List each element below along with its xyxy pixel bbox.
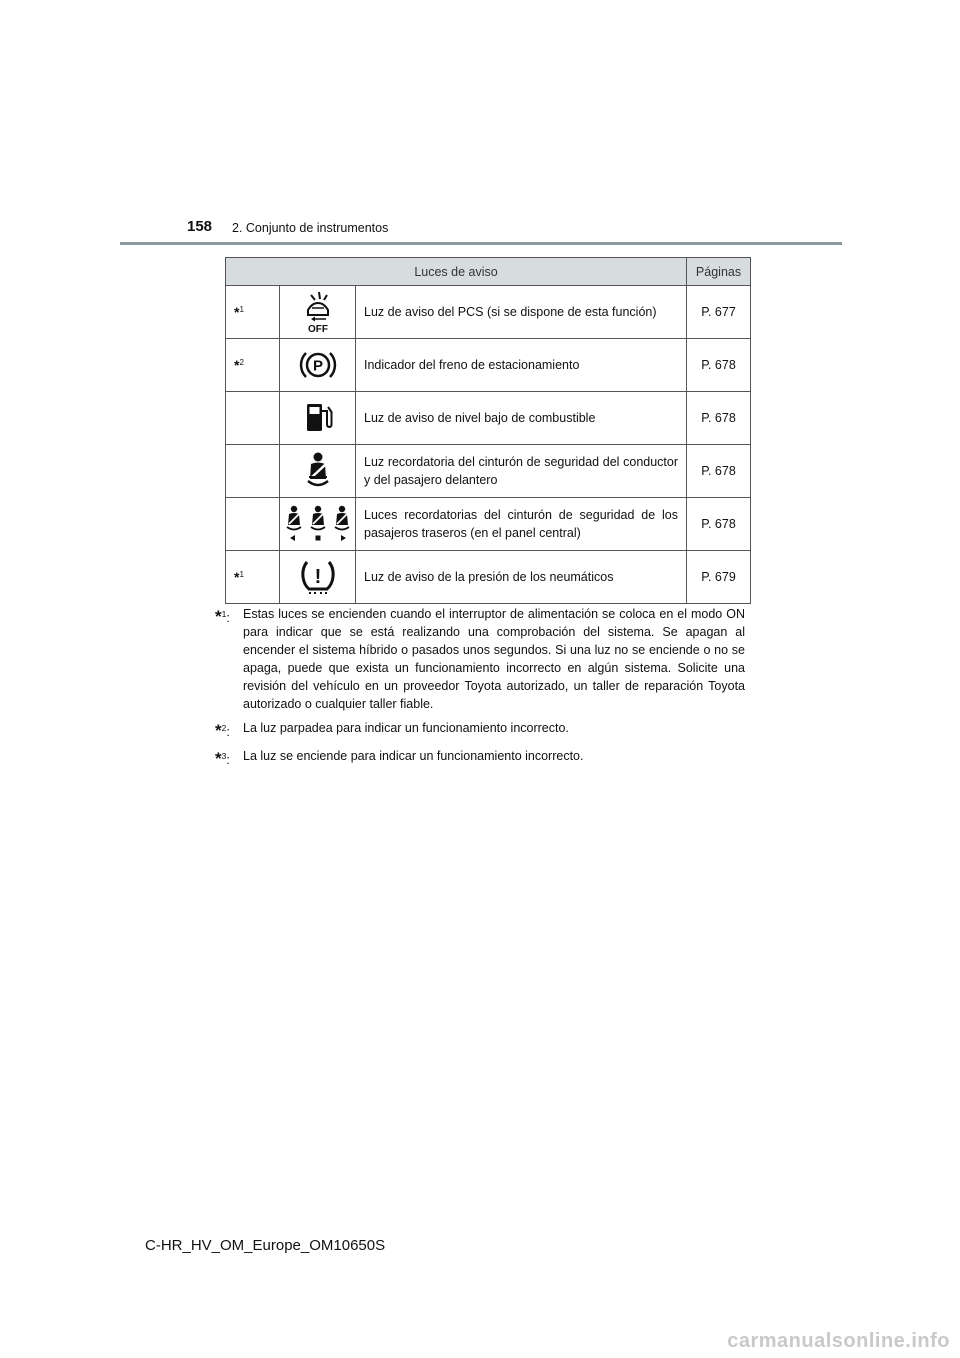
light-description: Indicador del freno de estacionamiento bbox=[356, 339, 687, 392]
note-marker: *$^1$ bbox=[226, 551, 280, 604]
light-description: Luz de aviso del PCS (si se dispone de esta función) bbox=[356, 286, 687, 339]
note-marker bbox=[226, 445, 280, 498]
rear-seatbelt-reminders-icon bbox=[280, 498, 356, 551]
note-marker bbox=[226, 392, 280, 445]
pcs-off-warning-icon bbox=[280, 286, 356, 339]
footnote-marker: *$^2$: bbox=[215, 721, 230, 741]
section-title: 2. Conjunto de instrumentos bbox=[232, 221, 389, 235]
footnote-text: La luz se enciende para indicar un funcionamiento incorrecto. bbox=[243, 749, 584, 764]
pcs-off-label: OFF bbox=[307, 324, 328, 334]
warning-lights-table bbox=[225, 257, 751, 604]
tire-pressure-warning-icon bbox=[280, 551, 356, 604]
page-reference: P. 678 bbox=[687, 339, 751, 392]
note-marker: *$^2$ bbox=[226, 339, 280, 392]
table-row bbox=[226, 445, 751, 498]
page-reference: P. 678 bbox=[687, 498, 751, 551]
page-number: 158 bbox=[187, 218, 213, 235]
footnotes bbox=[215, 605, 745, 775]
table-row bbox=[226, 339, 751, 392]
light-description: Luz recordatoria del cinturón de seguridad del conductor y del pasajero delantero bbox=[356, 445, 687, 498]
footnote-marker: *$^3$: bbox=[215, 749, 230, 769]
watermark: carmanualsonline.info bbox=[727, 1330, 950, 1352]
low-fuel-icon bbox=[280, 392, 356, 445]
page-reference: P. 677 bbox=[687, 286, 751, 339]
header-divider bbox=[120, 242, 842, 245]
column-header-lights: Luces de aviso bbox=[226, 258, 687, 286]
light-description: Luz de aviso de la presión de los neumáticos bbox=[356, 551, 687, 604]
page-reference: P. 679 bbox=[687, 551, 751, 604]
parking-brake-letter: P bbox=[312, 357, 323, 375]
table-row bbox=[226, 551, 751, 604]
seatbelt-reminder-icon bbox=[280, 445, 356, 498]
light-description: Luces recordatorias del cinturón de seguridad de los pasajeros traseros (en el panel central) bbox=[356, 498, 687, 551]
parking-brake-indicator-icon bbox=[280, 339, 356, 392]
table-header-row bbox=[226, 258, 751, 286]
footnote bbox=[215, 719, 745, 741]
note-marker bbox=[226, 498, 280, 551]
table-row bbox=[226, 498, 751, 551]
footnote bbox=[215, 605, 745, 713]
page-reference: P. 678 bbox=[687, 392, 751, 445]
page-reference: P. 678 bbox=[687, 445, 751, 498]
note-marker: *$^1$ bbox=[226, 286, 280, 339]
tire-pressure-exclamation: ! bbox=[314, 566, 321, 588]
footnote bbox=[215, 747, 745, 769]
column-header-pages: Páginas bbox=[687, 258, 751, 286]
table-row bbox=[226, 286, 751, 339]
light-description: Luz de aviso de nivel bajo de combustible bbox=[356, 392, 687, 445]
document-code: C-HR_HV_OM_Europe_OM10650S bbox=[145, 1237, 386, 1254]
footnote-marker: *$^1$: bbox=[215, 607, 230, 627]
footnote-text: Estas luces se encienden cuando el interruptor de alimentación se coloca en el modo ON para indicar que se está realizando una comprobación del sistema. Se apagan al encender el sistema híbrido o pasados unos segundos. Si una luz no se enciende o no se apaga, puede que exista un funcionamiento incorrecto en algún sistema. Solicite una revisión del vehículo en un proveedor Toyota autorizado, un taller de reparación Toyota autorizado o cualquier taller fiable. bbox=[243, 607, 745, 711]
footnote-text: La luz parpadea para indicar un funcionamiento incorrecto. bbox=[243, 721, 569, 735]
table-row bbox=[226, 392, 751, 445]
